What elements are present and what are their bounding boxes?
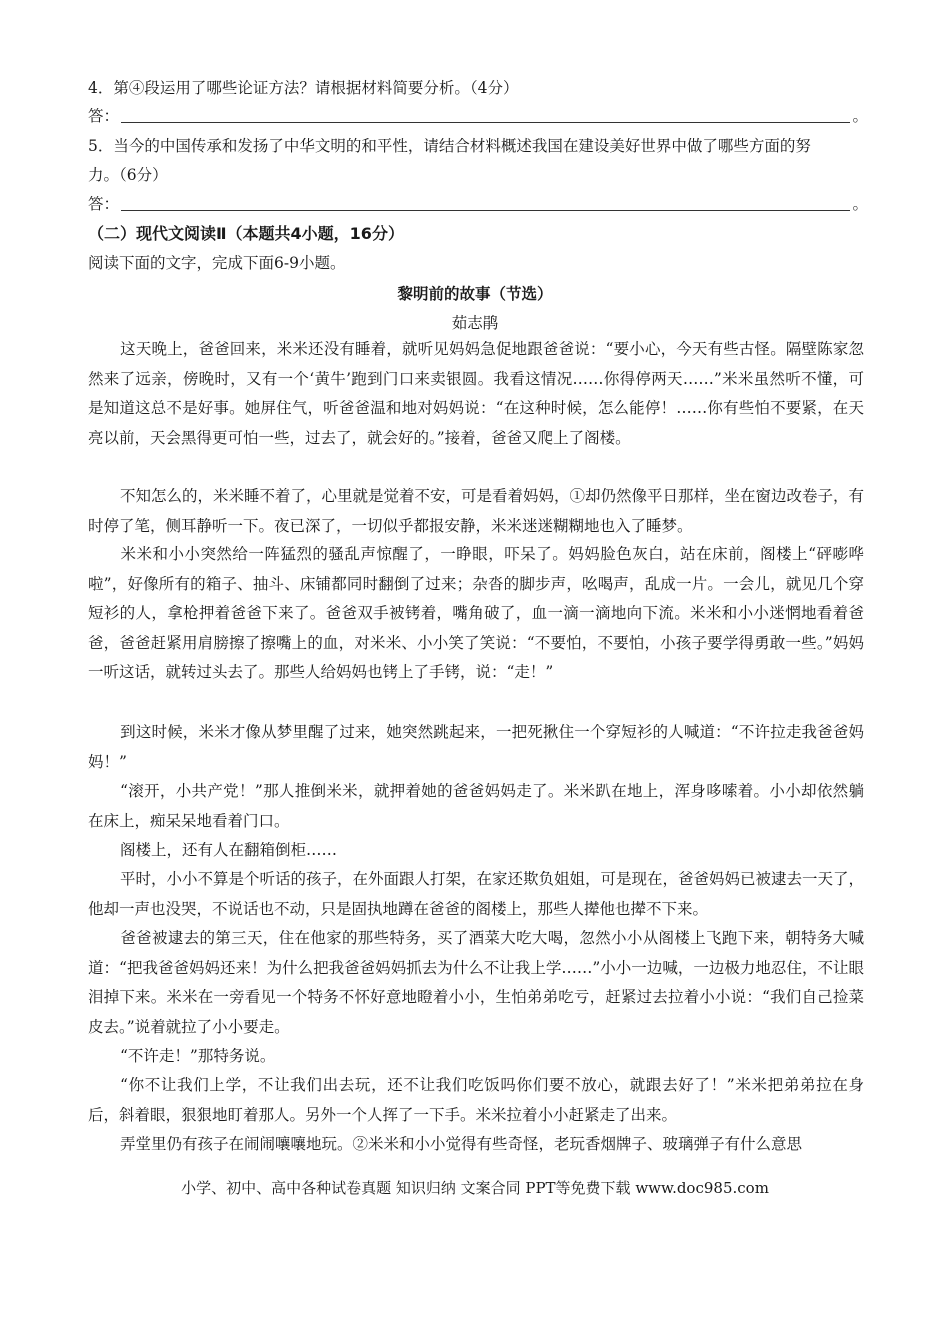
answer-4-label: 答：: [88, 107, 120, 125]
paragraph: 不知怎么的，米米睡不着了，心里就是觉着不安，可是看着妈妈，①却仍然像平日那样，坐在窗边改卷子，有时停了笔，侧耳静听一下。夜已深了，一切似乎都报安静，米米迷迷糊糊地也入了睡梦。: [88, 487, 865, 535]
answer-5-row: [88, 192, 868, 214]
section-instruction: 阅读下面的文字，完成下面6-9小题。: [88, 254, 346, 272]
question-4: 4．第④段运用了哪些论证方法？请根据材料简要分析。（4分）: [88, 79, 519, 97]
paragraph: 平时，小小不算是个听话的孩子，在外面跟人打架，在家还欺负姐姐，可是现在，爸爸妈妈已被逮去一天了，他却一声也没哭，不说话也不动，只是固执地蹲在爸爸的阁楼上，那些人撵他也撵不下来。: [88, 870, 865, 918]
answer-4-blank[interactable]: [121, 108, 850, 123]
section-heading: （二）现代文阅读Ⅱ（本题共4小题，16分）: [88, 224, 404, 243]
paragraph: 到这时候，米米才像从梦里醒了过来，她突然跳起来，一把死揪住一个穿短衫的人喊道：“不许拉走我爸爸妈妈！”: [88, 723, 864, 771]
paragraph: 米米和小小突然给一阵猛烈的骚乱声惊醒了，一睁眼，吓呆了。妈妈脸色灰白，站在床前，阁楼上“砰嘭哗啦”，好像所有的箱子、抽斗、床铺都同时翻倒了过来；杂沓的脚步声，吆喝声，乱成一片。一会儿，就见几个穿短衫的人，拿枪押着爸爸下来了。爸爸双手被铐着，嘴角破了，血一滴一滴地向下流。米米和小小迷惘地看着爸爸，爸爸赶紧用肩膀擦了擦嘴上的血，对米米、小小笑了笑说：“不要怕，不要怕，小孩子要学得勇敢一些。”妈妈一听这话，就转过头去了。那些人给妈妈也铐上了手铐，说：“走！”: [88, 545, 864, 681]
answer-5-end: 。: [852, 195, 868, 213]
paragraph: 弄堂里仍有孩子在闹闹嚷嚷地玩。②米米和小小觉得有些奇怪，老玩香烟牌子、玻璃弹子有什么意思: [120, 1135, 803, 1153]
paragraph: 这天晚上，爸爸回来，米米还没有睡着，就听见妈妈急促地跟爸爸说：“要小心，今天有些古怪。隔壁陈家忽然来了远亲，傍晚时，又有一个‘黄牛’跑到门口来卖银圆。我看这情况……你得停两天……”米米虽然听不懂，可是知道这总不是好事。她屏住气，听爸爸温和地对妈妈说：“在这种时候，怎么能停！……你有些怕不要紧，在天亮以前，天会黑得更可怕一些，过去了，就会好的。”接着，爸爸又爬上了阁楼。: [88, 340, 864, 447]
answer-5-blank[interactable]: [121, 196, 850, 211]
article-title: 黎明前的故事（节选）: [397, 285, 553, 303]
article-author: 茹志鹃: [451, 314, 499, 332]
question-5-line1: 5．当今的中国传承和发扬了中华文明的和平性，请结合材料概述我国在建设美好世界中做了哪些方面的努: [88, 137, 811, 155]
paragraph: 爸爸被逮去的第三天，住在他家的那些特务，买了酒菜大吃大喝，忽然小小从阁楼上飞跑下来，朝特务大喊道：“把我爸爸妈妈还来！为什么把我爸爸妈妈抓去为什么不让我上学……”小小一边喊，一边极力地忍住，不让眼泪掉下来。米米在一旁看见一个特务不怀好意地瞪着小小，生怕弟弟吃亏，赶紧过去拉着小小说：“我们自己捡菜皮去。”说着就拉了小小要走。: [88, 929, 864, 1036]
answer-5-label: 答：: [88, 195, 120, 213]
paragraph: “你不让我们上学，不让我们出去玩，还不让我们吃饭吗你们要不放心，就跟去好了！”米米把弟弟拉在身后，斜着眼，狠狠地盯着那人。另外一个人挥了一下手。米米拉着小小赶紧走了出来。: [88, 1076, 864, 1124]
answer-4-row: [88, 104, 868, 126]
paragraph: “滚开，小共产党！”那人推倒米米，就押着她的爸爸妈妈走了。米米趴在地上，浑身哆嗦着。小小却依然躺在床上，痴呆呆地看着门口。: [88, 782, 864, 830]
page-footer: 小学、初中、高中各种试卷真题 知识归纳 文案合同 PPT等免费下载 www.doc985.com: [181, 1179, 769, 1197]
answer-4-end: 。: [852, 107, 868, 125]
question-5-line2: 力。（6分）: [88, 166, 168, 184]
paragraph: 阁楼上，还有人在翻箱倒柜……: [120, 841, 338, 859]
paragraph: “不许走！”那特务说。: [120, 1047, 276, 1065]
